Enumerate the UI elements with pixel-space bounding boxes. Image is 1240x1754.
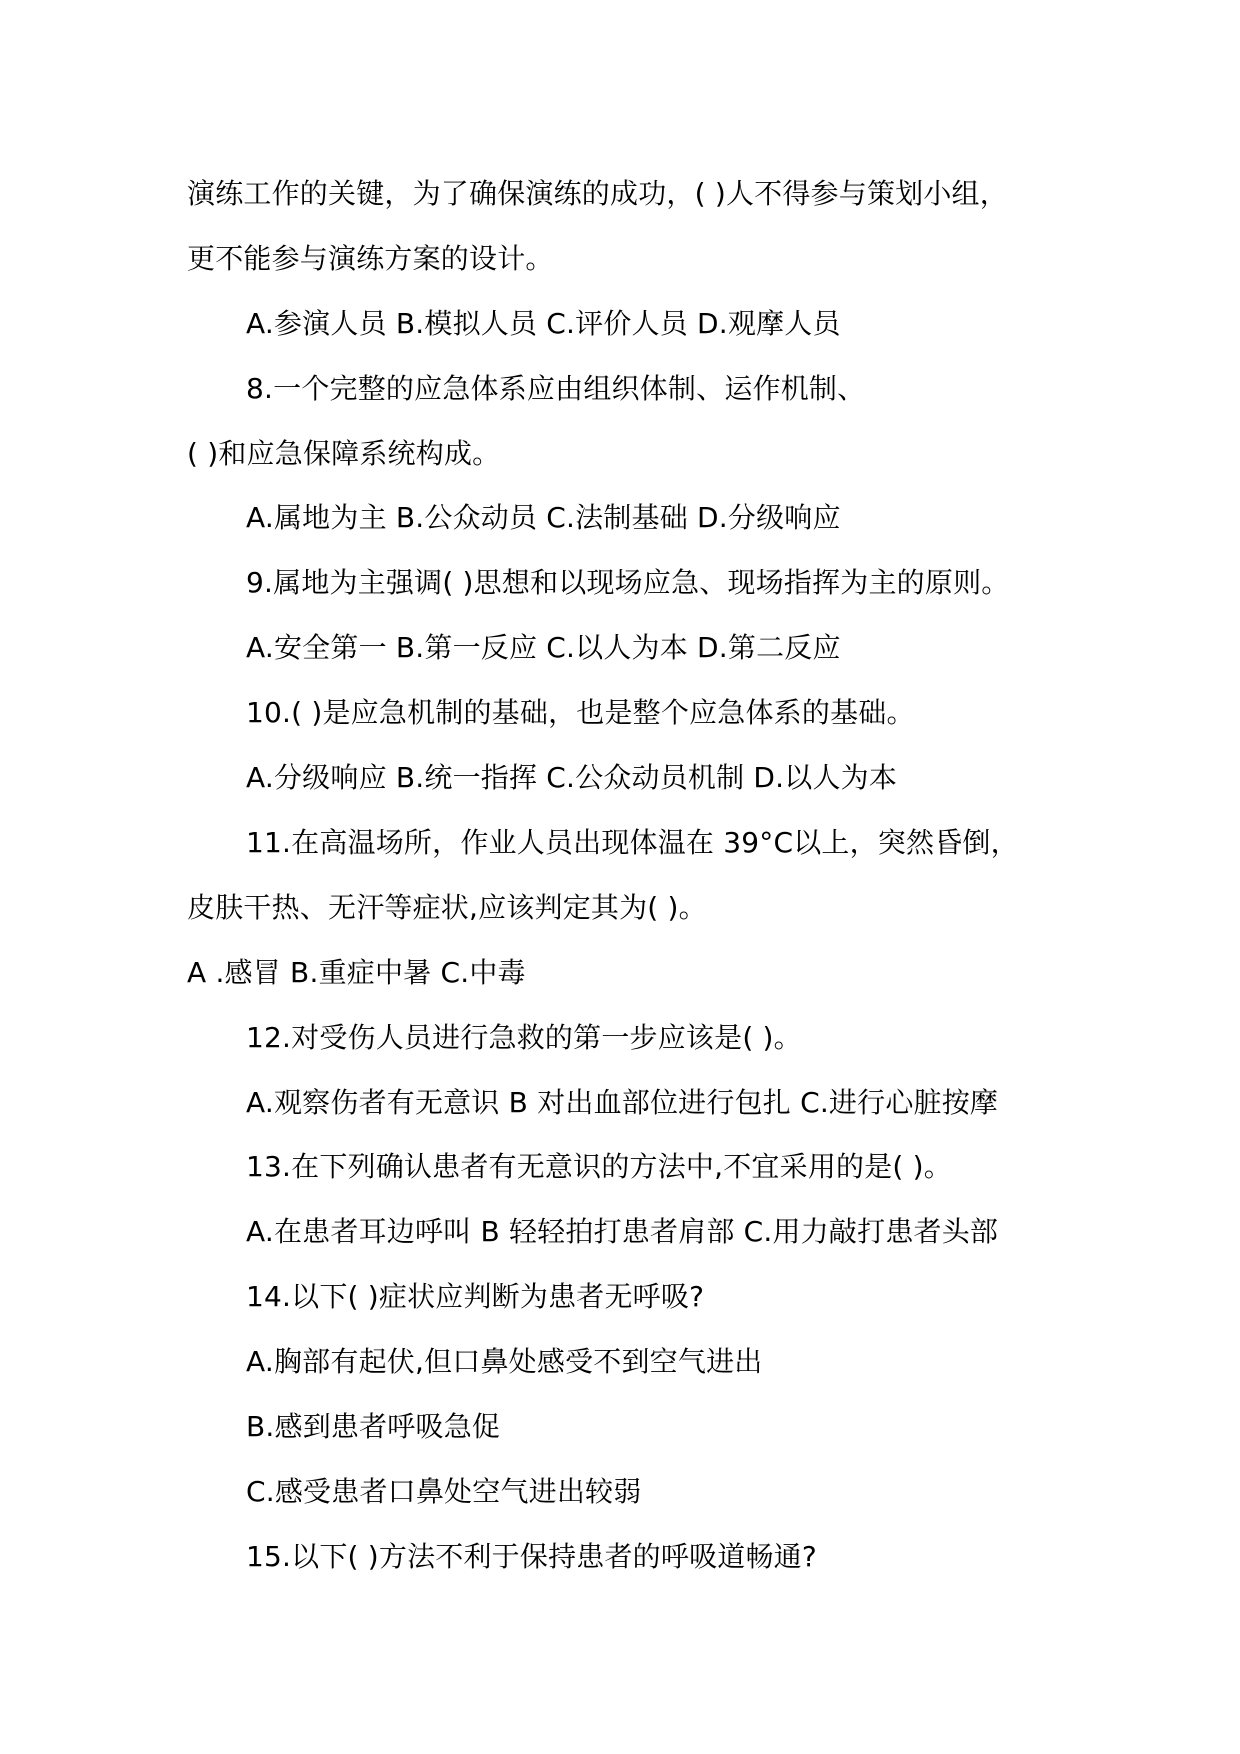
text-line-q8-options: A.属地为主 B.公众动员 C.法制基础 D.分级响应: [246, 501, 841, 534]
text-line-q7-options: A.参演人员 B.模拟人员 C.评价人员 D.观摩人员: [246, 307, 841, 340]
text-line-q12-options: A.观察伤者有无意识 B 对出血部位进行包扎 C.进行心脏按摩: [246, 1086, 999, 1119]
text-line-q14-option-b: B.感到患者呼吸急促: [246, 1410, 501, 1443]
text-line-q7-continuation-1: 演练工作的关键，为了确保演练的成功，( )人不得参与策划小组，: [187, 177, 1008, 210]
text-line-q13-stem: 13.在下列确认患者有无意识的方法中,不宜采用的是( )。: [246, 1150, 952, 1183]
text-line-q9-options: A.安全第一 B.第一反应 C.以人为本 D.第二反应: [246, 631, 841, 664]
text-line-q9-stem: 9.属地为主强调( )思想和以现场应急、现场指挥为主的原则。: [246, 566, 1010, 599]
text-line-q13-options: A.在患者耳边呼叫 B 轻轻拍打患者肩部 C.用力敲打患者头部: [246, 1215, 999, 1248]
text-line-q11-stem-2: 皮肤干热、无汗等症状,应该判定其为( )。: [187, 891, 707, 924]
text-line-q11-stem-1: 11.在高温场所，作业人员出现体温在 39°C以上，突然昏倒，: [246, 826, 1019, 859]
text-line-q14-stem: 14.以下( )症状应判断为患者无呼吸?: [246, 1280, 705, 1313]
text-line-q12-stem: 12.对受伤人员进行急救的第一步应该是( )。: [246, 1021, 802, 1054]
text-line-q15-stem: 15.以下( )方法不利于保持患者的呼吸道畅通?: [246, 1540, 817, 1573]
text-line-q10-stem: 10.( )是应急机制的基础，也是整个应急体系的基础。: [246, 696, 915, 729]
text-line-q7-continuation-2: 更不能参与演练方案的设计。: [187, 242, 554, 275]
text-line-q14-option-c: C.感受患者口鼻处空气进出较弱: [246, 1475, 642, 1508]
text-line-q8-stem-2: ( )和应急保障系统构成。: [187, 437, 501, 470]
text-line-q11-options: A .感冒 B.重症中暑 C.中毒: [187, 956, 526, 989]
text-line-q14-option-a: A.胸部有起伏,但口鼻处感受不到空气进出: [246, 1345, 763, 1378]
text-line-q8-stem-1: 8.一个完整的应急体系应由组织体制、运作机制、: [246, 372, 866, 405]
text-line-q10-options: A.分级响应 B.统一指挥 C.公众动员机制 D.以人为本: [246, 761, 898, 794]
